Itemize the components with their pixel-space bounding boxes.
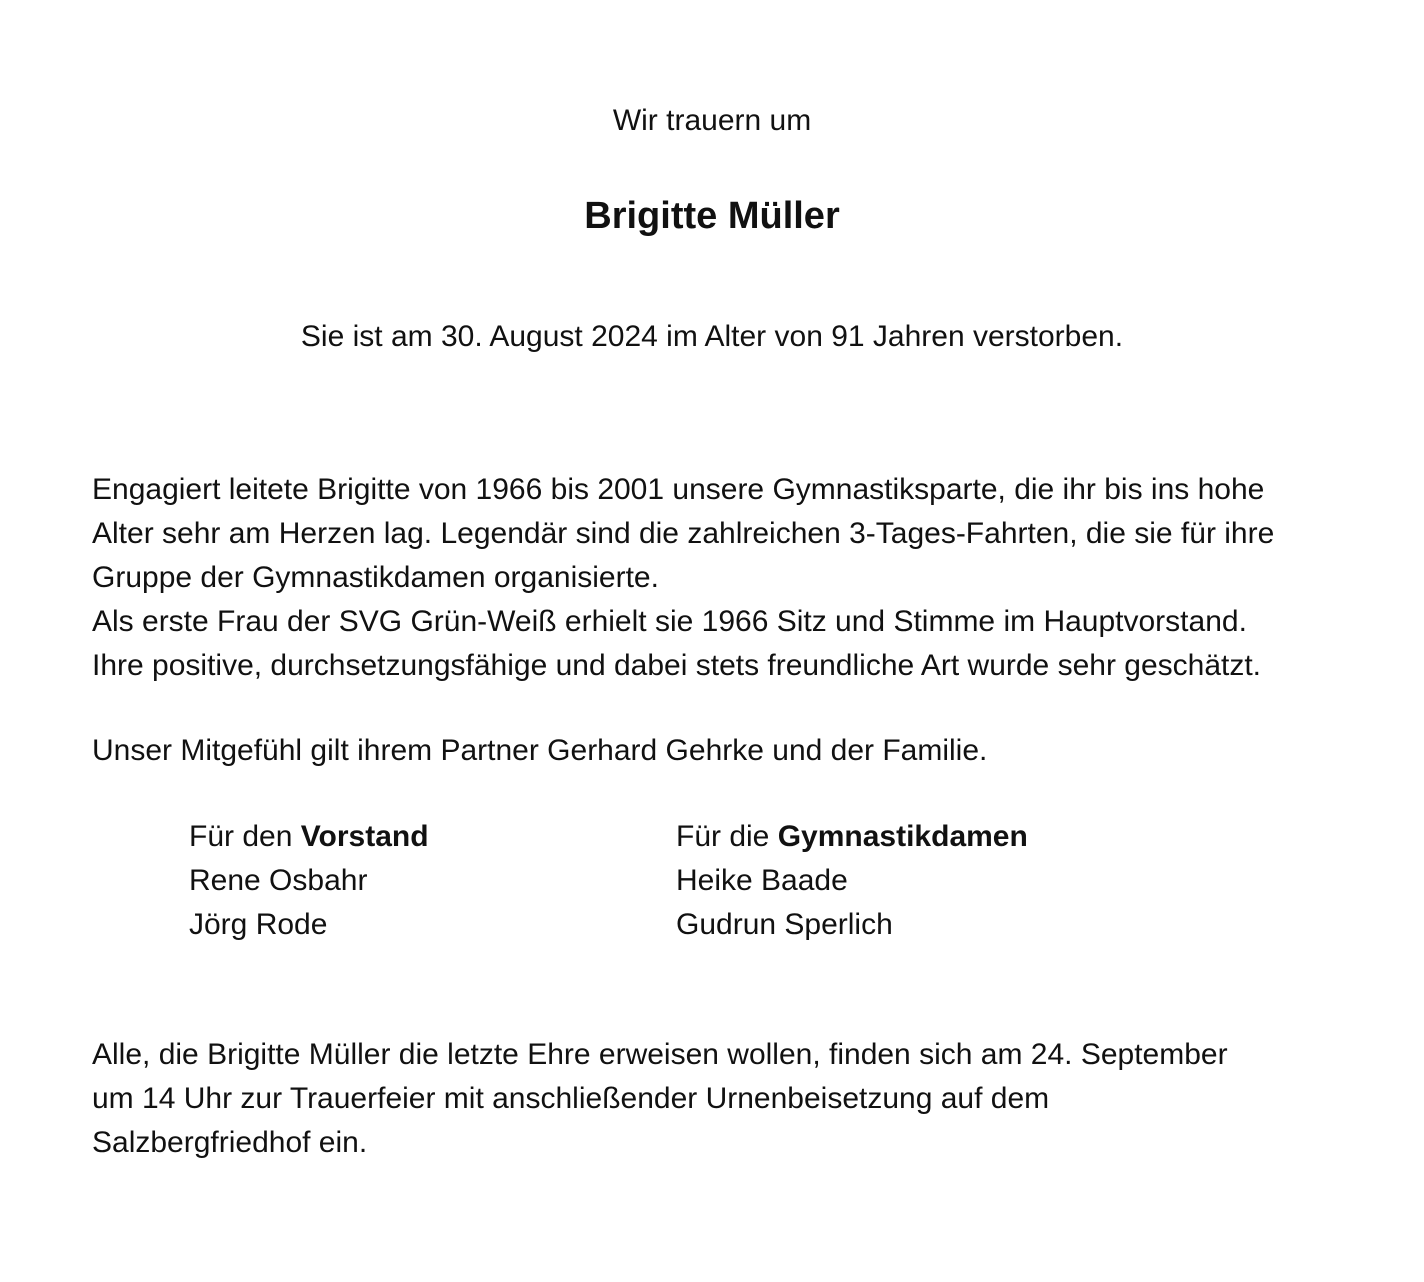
signatory-name: Rene Osbahr [189, 864, 368, 897]
signature-heading [676, 815, 1028, 859]
tribute-line: Engagiert leitete Brigitte von 1966 bis 2001 unsere Gymnastiksparte, die ihr bis ins hohe [92, 473, 1265, 506]
signature-gymnastics [676, 815, 1028, 947]
death-date-line: Sie ist am 30. August 2024 im Alter von 91 Jahren verstorben. [300, 320, 1124, 353]
tribute-line: Als erste Frau der SVG Grün-Weiß erhielt sie 1966 Sitz und Stimme im Hauptvorstand. [92, 605, 1247, 638]
signature-heading [189, 815, 429, 859]
signature-group: Vorstand [300, 820, 429, 853]
signatory-name: Gudrun Sperlich [676, 908, 893, 941]
ceremony-line: um 14 Uhr zur Trauerfeier mit anschließender Urnenbeisetzung auf dem [92, 1082, 1050, 1115]
signature-group: Gymnastikdamen [777, 820, 1028, 853]
signatory-name: Heike Baade [676, 864, 848, 897]
sympathy-line: Unser Mitgefühl gilt ihrem Partner Gerhard Gehrke und der Familie. [92, 734, 988, 767]
signature-prefix: Für den [189, 820, 301, 853]
signature-board [189, 815, 429, 947]
tribute-line: Ihre positive, durchsetzungsfähige und dabei stets freundliche Art wurde sehr geschätzt. [92, 649, 1262, 682]
deceased-name: Brigitte Müller [584, 195, 840, 237]
tribute-paragraph [92, 468, 1274, 688]
signatory-name: Jörg Rode [189, 908, 328, 941]
sympathy-text [92, 729, 987, 773]
intro-text: Wir trauern um [612, 104, 812, 137]
signature-prefix: Für die [676, 820, 778, 853]
ceremony-line: Salzbergfriedhof ein. [92, 1126, 368, 1159]
ceremony-paragraph [92, 1033, 1228, 1165]
ceremony-line: Alle, die Brigitte Müller die letzte Ehre erweisen wollen, finden sich am 24. September [92, 1038, 1228, 1071]
tribute-line: Alter sehr am Herzen lag. Legendär sind die zahlreichen 3-Tages-Fahrten, die sie für ihre [92, 517, 1275, 550]
tribute-line: Gruppe der Gymnastikdamen organisierte. [92, 561, 659, 594]
